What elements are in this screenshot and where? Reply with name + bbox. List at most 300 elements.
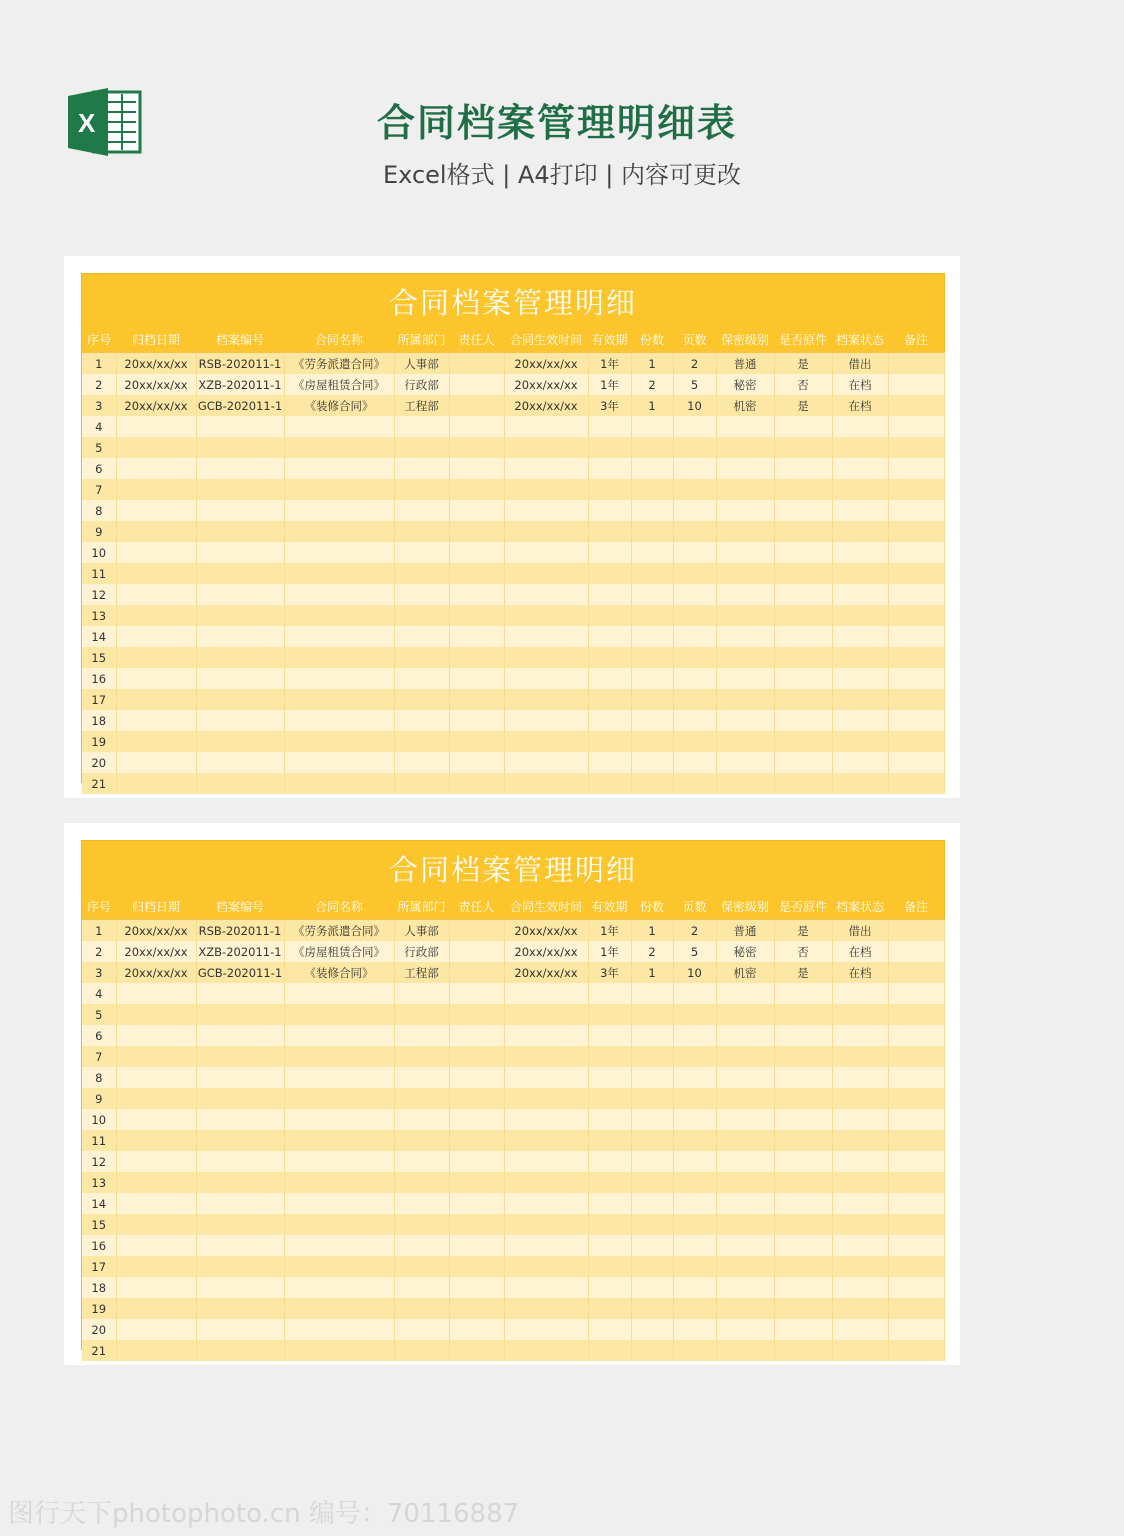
table-cell[interactable] [631, 458, 673, 479]
table-cell[interactable]: 《装修合同》 [284, 962, 394, 983]
table-cell[interactable]: 20xx/xx/xx [504, 962, 588, 983]
table-cell[interactable] [116, 1151, 196, 1172]
table-cell[interactable] [673, 710, 716, 731]
table-cell[interactable] [774, 731, 832, 752]
table-cell[interactable] [588, 437, 631, 458]
table-cell[interactable] [504, 1172, 588, 1193]
table-cell[interactable] [588, 1235, 631, 1256]
table-cell[interactable] [284, 1088, 394, 1109]
table-cell[interactable] [284, 1340, 394, 1361]
table-cell[interactable] [284, 1298, 394, 1319]
table-cell[interactable] [631, 1151, 673, 1172]
table-cell[interactable] [774, 479, 832, 500]
table-cell[interactable] [673, 689, 716, 710]
table-cell[interactable] [449, 689, 504, 710]
table-cell[interactable] [774, 668, 832, 689]
table-cell[interactable] [588, 1214, 631, 1235]
table-cell[interactable] [888, 1151, 944, 1172]
table-cell[interactable] [673, 1109, 716, 1130]
table-cell[interactable] [504, 689, 588, 710]
table-cell[interactable] [284, 710, 394, 731]
table-cell[interactable] [716, 626, 774, 647]
table-cell[interactable]: 7 [82, 1046, 116, 1067]
table-cell[interactable] [284, 416, 394, 437]
table-cell[interactable] [284, 584, 394, 605]
table-cell[interactable] [888, 1193, 944, 1214]
table-cell[interactable] [449, 1088, 504, 1109]
table-cell[interactable]: 1 [82, 352, 116, 374]
table-cell[interactable] [832, 1088, 888, 1109]
table-cell[interactable] [774, 1340, 832, 1361]
table-cell[interactable] [116, 1319, 196, 1340]
table-cell[interactable] [196, 416, 284, 437]
table-cell[interactable] [888, 605, 944, 626]
table-cell[interactable] [673, 1004, 716, 1025]
table-cell[interactable] [673, 1235, 716, 1256]
table-cell[interactable] [774, 1067, 832, 1088]
table-cell[interactable] [196, 983, 284, 1004]
table-cell[interactable] [394, 1109, 449, 1130]
table-cell[interactable] [284, 458, 394, 479]
table-cell[interactable] [631, 983, 673, 1004]
table-cell[interactable] [449, 668, 504, 689]
table-cell[interactable] [284, 1109, 394, 1130]
table-cell[interactable] [449, 1235, 504, 1256]
table-cell[interactable] [449, 1172, 504, 1193]
table-cell[interactable] [888, 1319, 944, 1340]
table-cell[interactable] [774, 647, 832, 668]
table-cell[interactable] [716, 752, 774, 773]
table-cell[interactable] [832, 668, 888, 689]
table-cell[interactable] [716, 416, 774, 437]
table-cell[interactable] [394, 479, 449, 500]
table-cell[interactable] [774, 1088, 832, 1109]
table-cell[interactable] [284, 983, 394, 1004]
table-cell[interactable] [832, 458, 888, 479]
table-cell[interactable] [588, 1319, 631, 1340]
table-cell[interactable]: 11 [82, 563, 116, 584]
table-cell[interactable]: 20 [82, 1319, 116, 1340]
table-cell[interactable] [631, 1277, 673, 1298]
table-cell[interactable]: 1 [631, 352, 673, 374]
table-cell[interactable] [888, 1256, 944, 1277]
table-cell[interactable] [631, 773, 673, 794]
table-cell[interactable] [116, 626, 196, 647]
table-cell[interactable]: 1 [631, 919, 673, 941]
table-cell[interactable]: 4 [82, 983, 116, 1004]
table-cell[interactable] [631, 500, 673, 521]
table-cell[interactable] [116, 647, 196, 668]
table-cell[interactable]: XZB-202011-1 [196, 374, 284, 395]
table-cell[interactable] [588, 1088, 631, 1109]
table-cell[interactable]: 2 [673, 919, 716, 941]
table-cell[interactable] [196, 626, 284, 647]
table-cell[interactable] [774, 689, 832, 710]
table-cell[interactable]: 2 [673, 352, 716, 374]
table-cell[interactable] [588, 1004, 631, 1025]
table-cell[interactable] [832, 1067, 888, 1088]
table-cell[interactable] [774, 1025, 832, 1046]
table-cell[interactable] [631, 479, 673, 500]
table-cell[interactable] [284, 752, 394, 773]
table-cell[interactable] [284, 542, 394, 563]
table-cell[interactable] [673, 563, 716, 584]
table-cell[interactable] [888, 563, 944, 584]
table-cell[interactable] [832, 983, 888, 1004]
table-cell[interactable] [449, 584, 504, 605]
table-cell[interactable] [449, 752, 504, 773]
table-cell[interactable] [394, 1025, 449, 1046]
table-cell[interactable] [716, 1130, 774, 1151]
table-cell[interactable] [673, 1277, 716, 1298]
table-cell[interactable] [631, 1340, 673, 1361]
table-cell[interactable] [673, 1340, 716, 1361]
table-cell[interactable] [588, 626, 631, 647]
table-cell[interactable]: GCB-202011-1 [196, 962, 284, 983]
table-cell[interactable] [832, 1235, 888, 1256]
table-cell[interactable] [888, 1025, 944, 1046]
table-cell[interactable] [588, 458, 631, 479]
table-cell[interactable] [832, 605, 888, 626]
table-cell[interactable]: 20xx/xx/xx [116, 919, 196, 941]
table-cell[interactable] [284, 731, 394, 752]
table-cell[interactable] [196, 689, 284, 710]
table-cell[interactable] [673, 584, 716, 605]
table-cell[interactable] [116, 458, 196, 479]
table-cell[interactable] [774, 1172, 832, 1193]
table-cell[interactable] [832, 1193, 888, 1214]
table-cell[interactable] [832, 710, 888, 731]
table-cell[interactable] [716, 437, 774, 458]
table-cell[interactable] [716, 773, 774, 794]
table-cell[interactable] [394, 647, 449, 668]
table-cell[interactable] [504, 1340, 588, 1361]
table-cell[interactable] [631, 1025, 673, 1046]
table-cell[interactable] [504, 479, 588, 500]
table-cell[interactable] [504, 1151, 588, 1172]
table-cell[interactable] [394, 1319, 449, 1340]
table-cell[interactable] [394, 542, 449, 563]
table-cell[interactable]: 10 [673, 962, 716, 983]
table-cell[interactable] [832, 584, 888, 605]
table-cell[interactable] [394, 1130, 449, 1151]
table-cell[interactable] [774, 983, 832, 1004]
table-cell[interactable] [774, 1004, 832, 1025]
table-cell[interactable]: 3 [82, 962, 116, 983]
table-cell[interactable] [673, 1319, 716, 1340]
table-cell[interactable] [888, 1172, 944, 1193]
table-cell[interactable] [449, 647, 504, 668]
table-cell[interactable] [116, 731, 196, 752]
table-cell[interactable] [449, 437, 504, 458]
table-cell[interactable]: 否 [774, 374, 832, 395]
table-cell[interactable] [673, 626, 716, 647]
table-cell[interactable] [196, 1256, 284, 1277]
table-cell[interactable] [673, 500, 716, 521]
table-cell[interactable]: 14 [82, 626, 116, 647]
table-cell[interactable] [284, 626, 394, 647]
table-cell[interactable] [588, 668, 631, 689]
table-cell[interactable] [716, 1214, 774, 1235]
table-cell[interactable] [673, 479, 716, 500]
table-cell[interactable] [588, 1067, 631, 1088]
table-cell[interactable] [774, 500, 832, 521]
table-cell[interactable] [716, 1151, 774, 1172]
table-cell[interactable] [284, 563, 394, 584]
table-cell[interactable] [449, 542, 504, 563]
table-cell[interactable] [716, 668, 774, 689]
table-cell[interactable] [716, 1298, 774, 1319]
table-cell[interactable]: 5 [82, 1004, 116, 1025]
table-cell[interactable]: 1年 [588, 919, 631, 941]
table-cell[interactable] [449, 1277, 504, 1298]
table-cell[interactable] [631, 1067, 673, 1088]
table-cell[interactable] [394, 584, 449, 605]
table-cell[interactable] [631, 752, 673, 773]
table-cell[interactable] [116, 479, 196, 500]
table-cell[interactable] [449, 1340, 504, 1361]
table-cell[interactable]: 3 [82, 395, 116, 416]
table-cell[interactable]: 8 [82, 500, 116, 521]
table-cell[interactable]: 普通 [716, 919, 774, 941]
table-cell[interactable] [504, 1109, 588, 1130]
table-cell[interactable] [631, 1109, 673, 1130]
table-cell[interactable] [888, 1130, 944, 1151]
table-cell[interactable] [673, 1193, 716, 1214]
table-cell[interactable]: 是 [774, 395, 832, 416]
table-cell[interactable] [588, 689, 631, 710]
table-cell[interactable]: 是 [774, 919, 832, 941]
table-cell[interactable] [832, 1130, 888, 1151]
table-cell[interactable] [116, 773, 196, 794]
table-cell[interactable]: 10 [673, 395, 716, 416]
table-cell[interactable]: 9 [82, 521, 116, 542]
table-cell[interactable] [504, 1046, 588, 1067]
table-cell[interactable] [196, 437, 284, 458]
table-cell[interactable] [716, 563, 774, 584]
table-cell[interactable] [449, 1256, 504, 1277]
table-cell[interactable] [673, 1214, 716, 1235]
table-cell[interactable]: 秘密 [716, 941, 774, 962]
table-cell[interactable] [774, 542, 832, 563]
table-cell[interactable]: 10 [82, 1109, 116, 1130]
table-cell[interactable] [774, 563, 832, 584]
table-cell[interactable] [116, 1235, 196, 1256]
table-cell[interactable] [888, 773, 944, 794]
table-cell[interactable] [196, 773, 284, 794]
table-cell[interactable]: 《劳务派遣合同》 [284, 352, 394, 374]
table-cell[interactable] [449, 416, 504, 437]
table-cell[interactable]: 21 [82, 773, 116, 794]
table-cell[interactable] [504, 626, 588, 647]
table-cell[interactable] [888, 437, 944, 458]
table-cell[interactable] [888, 1277, 944, 1298]
table-cell[interactable] [394, 689, 449, 710]
table-cell[interactable] [449, 458, 504, 479]
table-cell[interactable] [631, 710, 673, 731]
table-cell[interactable] [832, 1004, 888, 1025]
table-cell[interactable] [284, 437, 394, 458]
table-cell[interactable] [449, 919, 504, 941]
table-cell[interactable] [774, 458, 832, 479]
table-cell[interactable] [631, 563, 673, 584]
table-cell[interactable] [196, 500, 284, 521]
table-cell[interactable] [774, 1298, 832, 1319]
table-cell[interactable] [196, 1172, 284, 1193]
table-cell[interactable] [631, 626, 673, 647]
table-cell[interactable]: 是 [774, 962, 832, 983]
table-cell[interactable]: 机密 [716, 395, 774, 416]
table-cell[interactable] [673, 416, 716, 437]
table-cell[interactable]: 普通 [716, 352, 774, 374]
table-cell[interactable] [394, 1172, 449, 1193]
table-cell[interactable] [394, 458, 449, 479]
table-cell[interactable] [888, 1004, 944, 1025]
table-cell[interactable] [774, 1130, 832, 1151]
table-cell[interactable] [116, 1193, 196, 1214]
table-cell[interactable] [394, 500, 449, 521]
table-cell[interactable] [504, 1319, 588, 1340]
table-cell[interactable] [449, 941, 504, 962]
table-cell[interactable] [673, 542, 716, 563]
table-cell[interactable] [284, 1130, 394, 1151]
table-cell[interactable] [888, 1340, 944, 1361]
table-cell[interactable] [673, 1256, 716, 1277]
table-cell[interactable] [588, 710, 631, 731]
table-cell[interactable] [504, 1025, 588, 1046]
table-cell[interactable] [631, 1004, 673, 1025]
table-cell[interactable] [504, 1298, 588, 1319]
table-cell[interactable] [774, 1046, 832, 1067]
table-cell[interactable] [832, 1256, 888, 1277]
table-cell[interactable] [631, 647, 673, 668]
table-cell[interactable] [888, 626, 944, 647]
table-cell[interactable] [832, 1046, 888, 1067]
table-cell[interactable] [716, 1277, 774, 1298]
table-cell[interactable] [716, 1025, 774, 1046]
table-cell[interactable]: 16 [82, 668, 116, 689]
table-cell[interactable] [673, 647, 716, 668]
table-cell[interactable] [673, 1025, 716, 1046]
table-cell[interactable]: 行政部 [394, 941, 449, 962]
table-cell[interactable]: 20xx/xx/xx [116, 352, 196, 374]
table-cell[interactable] [832, 1151, 888, 1172]
table-cell[interactable] [673, 1298, 716, 1319]
table-cell[interactable] [832, 752, 888, 773]
table-cell[interactable] [832, 500, 888, 521]
table-cell[interactable] [774, 1277, 832, 1298]
table-cell[interactable] [631, 1235, 673, 1256]
table-cell[interactable]: 19 [82, 731, 116, 752]
table-cell[interactable] [449, 773, 504, 794]
table-cell[interactable]: 在档 [832, 395, 888, 416]
table-cell[interactable] [196, 479, 284, 500]
table-cell[interactable] [394, 1214, 449, 1235]
table-cell[interactable]: XZB-202011-1 [196, 941, 284, 962]
table-cell[interactable] [631, 1298, 673, 1319]
table-cell[interactable]: 12 [82, 584, 116, 605]
table-cell[interactable] [394, 1088, 449, 1109]
table-cell[interactable]: 4 [82, 416, 116, 437]
table-cell[interactable] [449, 605, 504, 626]
table-cell[interactable] [716, 731, 774, 752]
table-cell[interactable] [888, 710, 944, 731]
table-cell[interactable] [716, 521, 774, 542]
table-cell[interactable] [631, 1088, 673, 1109]
table-cell[interactable] [774, 773, 832, 794]
table-cell[interactable] [631, 584, 673, 605]
table-cell[interactable] [504, 731, 588, 752]
table-cell[interactable] [196, 1088, 284, 1109]
table-cell[interactable] [588, 731, 631, 752]
table-cell[interactable] [588, 500, 631, 521]
table-cell[interactable] [504, 521, 588, 542]
table-cell[interactable] [774, 1319, 832, 1340]
table-cell[interactable] [716, 1067, 774, 1088]
table-cell[interactable] [631, 689, 673, 710]
table-cell[interactable] [774, 1109, 832, 1130]
table-cell[interactable] [588, 1298, 631, 1319]
table-cell[interactable] [504, 1067, 588, 1088]
table-cell[interactable] [588, 605, 631, 626]
table-cell[interactable] [394, 416, 449, 437]
table-cell[interactable] [116, 1130, 196, 1151]
table-cell[interactable] [716, 479, 774, 500]
table-cell[interactable]: 1 [82, 919, 116, 941]
table-cell[interactable] [716, 710, 774, 731]
table-cell[interactable]: RSB-202011-1 [196, 919, 284, 941]
table-cell[interactable] [196, 1235, 284, 1256]
table-cell[interactable] [716, 1235, 774, 1256]
table-cell[interactable]: 15 [82, 647, 116, 668]
table-cell[interactable] [196, 668, 284, 689]
table-cell[interactable] [116, 1256, 196, 1277]
table-cell[interactable]: 7 [82, 479, 116, 500]
table-cell[interactable]: 1 [631, 962, 673, 983]
table-cell[interactable] [832, 1319, 888, 1340]
table-cell[interactable] [631, 1214, 673, 1235]
table-cell[interactable] [116, 521, 196, 542]
table-cell[interactable] [116, 1088, 196, 1109]
table-cell[interactable] [449, 1319, 504, 1340]
table-cell[interactable] [888, 731, 944, 752]
table-cell[interactable] [631, 1256, 673, 1277]
table-cell[interactable] [716, 458, 774, 479]
table-cell[interactable] [774, 1193, 832, 1214]
table-cell[interactable]: 17 [82, 689, 116, 710]
table-cell[interactable] [116, 1340, 196, 1361]
table-cell[interactable] [196, 731, 284, 752]
table-cell[interactable] [449, 1130, 504, 1151]
table-cell[interactable] [284, 1067, 394, 1088]
table-cell[interactable]: 工程部 [394, 962, 449, 983]
table-cell[interactable] [588, 1109, 631, 1130]
table-cell[interactable] [716, 689, 774, 710]
table-cell[interactable] [716, 983, 774, 1004]
table-cell[interactable] [504, 1277, 588, 1298]
table-cell[interactable] [284, 1025, 394, 1046]
table-cell[interactable]: 12 [82, 1151, 116, 1172]
table-cell[interactable] [196, 563, 284, 584]
table-cell[interactable] [888, 983, 944, 1004]
table-cell[interactable] [394, 1298, 449, 1319]
table-cell[interactable]: 20xx/xx/xx [116, 395, 196, 416]
table-cell[interactable] [196, 605, 284, 626]
table-cell[interactable]: 20xx/xx/xx [116, 962, 196, 983]
table-cell[interactable]: 18 [82, 710, 116, 731]
table-cell[interactable]: 20xx/xx/xx [504, 395, 588, 416]
table-cell[interactable] [631, 731, 673, 752]
